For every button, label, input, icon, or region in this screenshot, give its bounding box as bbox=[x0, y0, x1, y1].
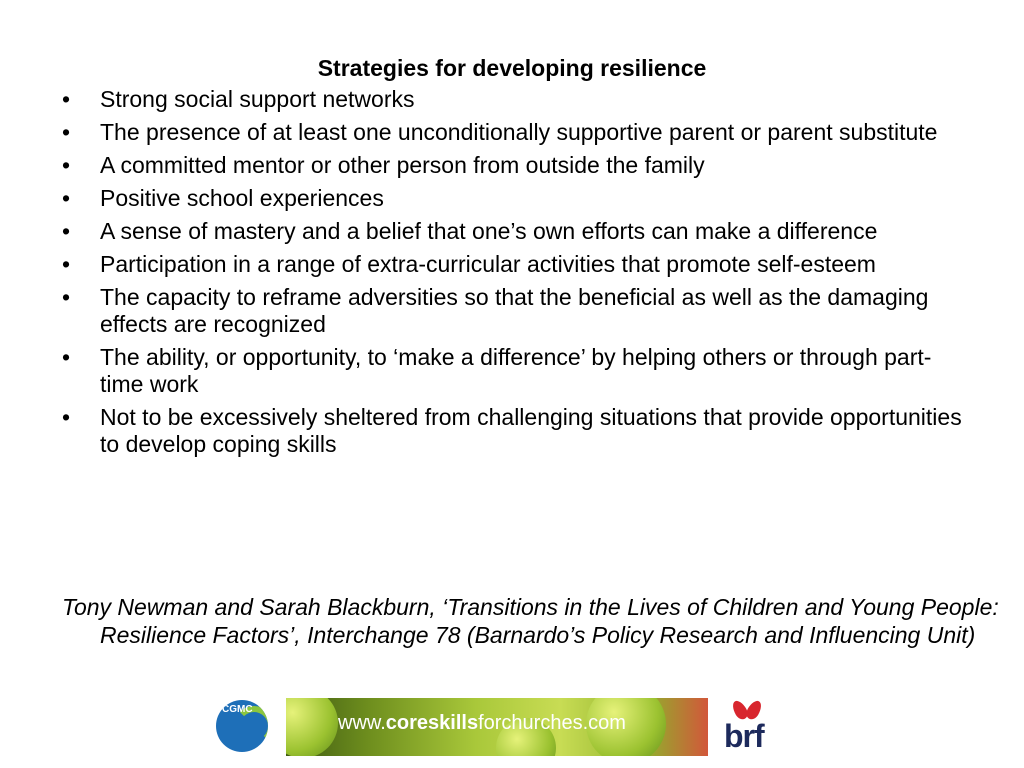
bullet-text: The presence of at least one unconditionally supportive parent or parent substitute bbox=[100, 119, 938, 145]
bullet-text: Strong social support networks bbox=[100, 86, 415, 112]
slide-title: Strategies for developing resilience bbox=[317, 55, 707, 81]
cgmc-logo-icon bbox=[216, 700, 268, 752]
bullet-icon: • bbox=[62, 344, 71, 370]
list-item bbox=[62, 284, 972, 338]
list-item bbox=[62, 185, 972, 212]
bullet-text: The capacity to reframe adversities so that the beneficial as well as the damaging effects are recognized bbox=[100, 284, 929, 337]
list-item bbox=[62, 251, 972, 278]
bullet-icon: • bbox=[62, 284, 71, 310]
bullet-icon: • bbox=[62, 119, 71, 145]
banner-url bbox=[338, 712, 626, 735]
cgmc-letters: CGMC bbox=[222, 704, 253, 715]
list-item bbox=[62, 86, 972, 113]
bullet-icon: • bbox=[62, 185, 71, 211]
list-item bbox=[62, 344, 972, 398]
bullet-icon: • bbox=[62, 404, 71, 430]
list-item bbox=[62, 119, 972, 146]
url-suffix: forchurches.com bbox=[478, 712, 626, 734]
bullet-text: Positive school experiences bbox=[100, 185, 384, 211]
bullet-list bbox=[62, 86, 972, 464]
list-item bbox=[62, 218, 972, 245]
bullet-text: Not to be excessively sheltered from challenging situations that provide opportunities to develop coping skills bbox=[100, 404, 962, 457]
bullet-text: A sense of mastery and a belief that one’s own efforts can make a difference bbox=[100, 218, 878, 244]
bullet-text: A committed mentor or other person from outside the family bbox=[100, 152, 705, 178]
apple-icon bbox=[286, 698, 338, 756]
url-bold: coreskills bbox=[385, 712, 479, 734]
coreskills-banner bbox=[286, 698, 708, 756]
list-item bbox=[62, 152, 972, 179]
citation: Tony Newman and Sarah Blackburn, ‘Transitions in the Lives of Children and Young People: Resilience Factors’, Interchange 78 (Barnardo’s Policy Research and Influencing Unit) bbox=[62, 594, 999, 648]
bullet-text: The ability, or opportunity, to ‘make a difference’ by helping others or through part-time work bbox=[100, 344, 932, 397]
url-prefix: www. bbox=[338, 712, 386, 734]
bullet-icon: • bbox=[62, 251, 71, 277]
footer-logos bbox=[0, 698, 1024, 758]
list-item bbox=[62, 404, 972, 458]
brf-logo-icon bbox=[724, 700, 780, 754]
bullet-text: Participation in a range of extra-curricular activities that promote self-esteem bbox=[100, 251, 876, 277]
brf-text: brf bbox=[724, 718, 764, 754]
bullet-icon: • bbox=[62, 86, 71, 112]
bullet-icon: • bbox=[62, 152, 71, 178]
bullet-icon: • bbox=[62, 218, 71, 244]
